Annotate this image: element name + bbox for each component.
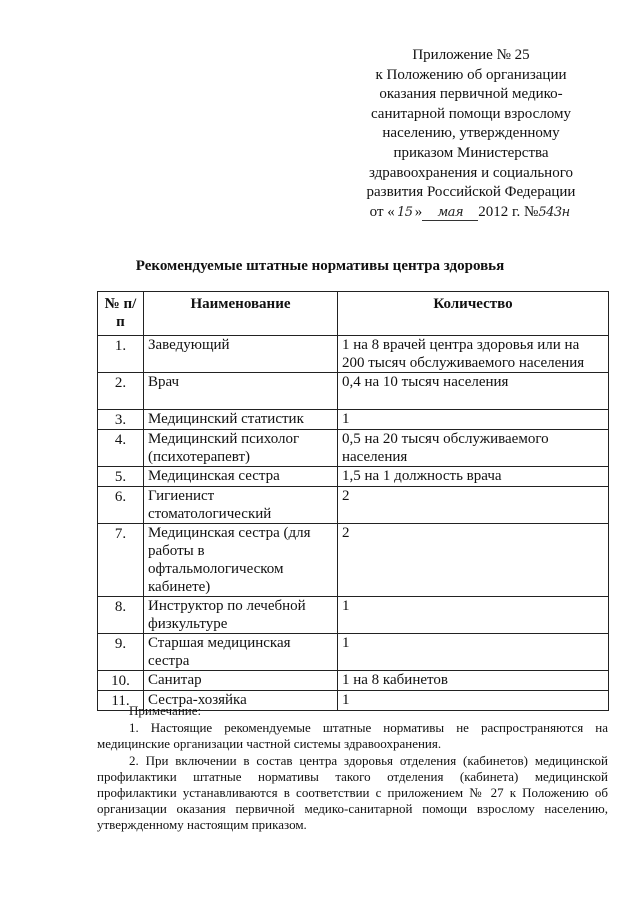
date-year: 2012 г. № <box>478 203 539 220</box>
header-line: к Положению об организации <box>375 66 567 83</box>
document-title: Рекомендуемые штатные нормативы центра здоровья <box>135 258 505 274</box>
row-number: 10. <box>98 671 144 691</box>
row-name: Медицинская сестра <box>144 467 338 487</box>
row-number: 5. <box>98 467 144 487</box>
row-name: Старшая медицинская сестра <box>144 634 338 671</box>
handwritten-order-number: 543н <box>538 204 570 220</box>
notes-section <box>97 703 608 834</box>
row-name: Инструктор по лечебной физкультуре <box>144 597 338 634</box>
row-number: 4. <box>98 430 144 467</box>
row-quantity: 2 <box>338 487 609 524</box>
table-row <box>98 336 609 373</box>
note-item: 2. При включении в состав центра здоровья отделения (кабинетов) медицинской профилактики штатные нормативы такого отделения (кабинета) медицинской профилактики устанавливаются в соответствии с приложением № 27 к Положению об организации оказания первичной медико-санитарной помощи взрослому населению, утвержденному настоящим приказом. <box>97 752 608 833</box>
row-name: Врач <box>144 373 338 410</box>
header-line: санитарной помощи взрослому <box>370 105 572 122</box>
table-row <box>98 373 609 410</box>
date-prefix: от « <box>369 203 395 220</box>
row-number: 11. <box>98 691 144 711</box>
row-name: Заведующий <box>144 336 338 373</box>
row-number: 9. <box>98 634 144 671</box>
header-line: оказания первичной медико- <box>379 86 563 103</box>
row-quantity: 1 <box>338 634 609 671</box>
column-header-number: № п/п <box>98 292 144 336</box>
table-row <box>98 487 609 524</box>
table-row <box>98 467 609 487</box>
handwritten-month: мая <box>422 206 478 221</box>
staffing-table <box>97 291 609 711</box>
row-name: Медицинская сестра (для работы в офтальмологическом кабинете) <box>144 524 338 597</box>
date-mid: » <box>414 203 423 220</box>
order-date-line <box>340 203 602 223</box>
row-number: 3. <box>98 410 144 430</box>
header-line: здравоохранения и социального <box>368 164 573 181</box>
table-row <box>98 410 609 430</box>
table-row <box>98 634 609 671</box>
row-name: Санитар <box>144 671 338 691</box>
table-row <box>98 430 609 467</box>
column-header-name: Наименование <box>144 292 338 336</box>
handwritten-day: 15 <box>397 204 413 220</box>
row-quantity: 1 <box>338 691 609 711</box>
table-header-row <box>98 292 609 336</box>
row-quantity: 1 на 8 кабинетов <box>338 671 609 691</box>
header-line: приказом Министерства <box>393 144 549 161</box>
table-row <box>98 671 609 691</box>
table-row <box>98 524 609 597</box>
row-quantity: 0,4 на 10 тысяч населения <box>338 373 609 410</box>
row-quantity: 2 <box>338 524 609 597</box>
row-quantity: 1 на 8 врачей центра здоровья или на 200 тысяч обслуживаемого населения <box>338 336 609 373</box>
row-number: 7. <box>98 524 144 597</box>
appendix-header <box>340 46 602 222</box>
row-name: Сестра-хозяйка <box>144 691 338 711</box>
row-number: 6. <box>98 487 144 524</box>
header-line: развития Российской Федерации <box>366 184 576 201</box>
row-name: Гигиенист стоматологический <box>144 487 338 524</box>
row-quantity: 1 <box>338 410 609 430</box>
row-quantity: 1 <box>338 597 609 634</box>
header-line: Приложение № 25 <box>412 47 530 63</box>
header-line: населению, утвержденному <box>382 125 560 142</box>
row-number: 1. <box>98 336 144 373</box>
row-name: Медицинский психолог (психотерапевт) <box>144 430 338 467</box>
column-header-quantity: Количество <box>338 292 609 336</box>
table-row <box>98 597 609 634</box>
note-item: 1. Настоящие рекомендуемые штатные нормативы не распространяются на медицинские организации частной системы здравоохранения. <box>97 720 608 752</box>
row-quantity: 0,5 на 20 тысяч обслуживаемого населения <box>338 430 609 467</box>
row-number: 8. <box>98 597 144 634</box>
row-number: 2. <box>98 373 144 410</box>
notes-title: Примечание: <box>129 703 202 718</box>
row-name: Медицинский статистик <box>144 410 338 430</box>
row-quantity: 1,5 на 1 должность врача <box>338 467 609 487</box>
